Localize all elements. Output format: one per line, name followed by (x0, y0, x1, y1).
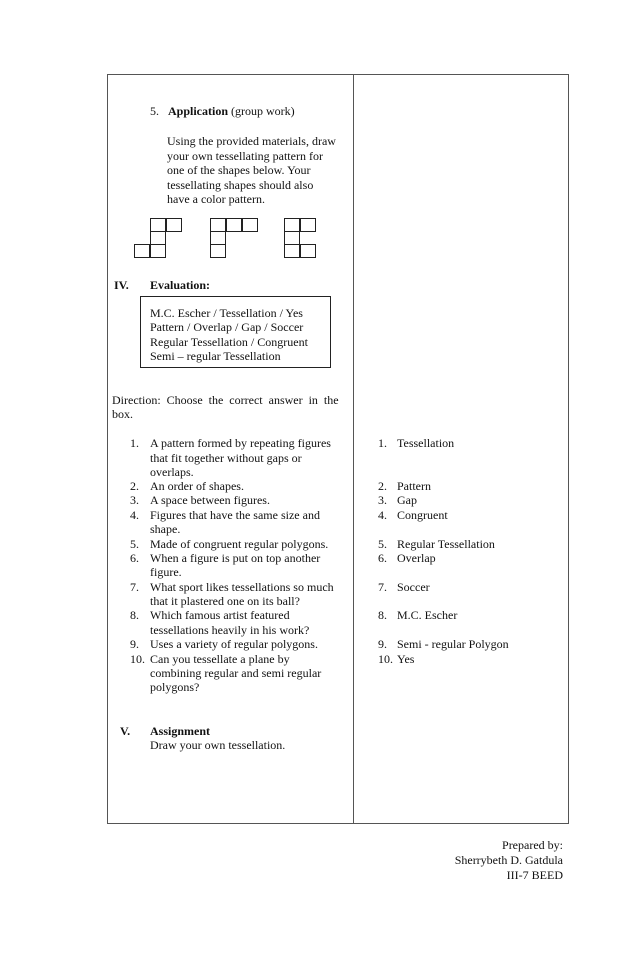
assignment-number: V. (120, 724, 131, 738)
application-line-2: your own tessellating pattern for (167, 149, 323, 163)
shape-2-cell (210, 231, 226, 245)
question-text: that fit together without gaps or (150, 451, 302, 465)
preparer-section: III-7 BEED (506, 868, 563, 882)
question-number: 2. (130, 479, 139, 493)
question-number: 7. (130, 580, 139, 594)
question-text: Made of congruent regular polygons. (150, 537, 329, 551)
question-text: A space between figures. (150, 493, 270, 507)
prepared-by-label: Prepared by: (502, 838, 563, 852)
answer-text: M.C. Escher (397, 608, 458, 622)
application-line-3: one of the shapes below. Your (167, 163, 311, 177)
question-text: An order of shapes. (150, 479, 244, 493)
shape-2-cell (210, 244, 226, 258)
answer-number: 5. (378, 537, 387, 551)
question-text: shape. (150, 522, 181, 536)
evaluation-title: Evaluation: (150, 278, 211, 292)
answer-text: Regular Tessellation (397, 537, 495, 551)
question-text: combining regular and semi regular (150, 666, 322, 680)
question-text: What sport likes tessellations so much (150, 580, 334, 594)
question-text: polygons? (150, 680, 200, 694)
question-text: Figures that have the same size and (150, 508, 320, 522)
choices-line-2: Pattern / Overlap / Gap / Soccer (150, 320, 304, 334)
question-text: figure. (150, 565, 182, 579)
choices-line-1: M.C. Escher / Tessellation / Yes (150, 306, 303, 320)
shape-1-cell (150, 218, 166, 232)
direction-line-1: Direction: Choose the correct answer in the (112, 393, 339, 407)
question-text: Uses a variety of regular polygons. (150, 637, 318, 651)
shape-1-cell (166, 218, 182, 232)
choices-line-4: Semi – regular Tessellation (150, 349, 281, 363)
shape-1-cell (134, 244, 150, 258)
evaluation-number: IV. (114, 278, 129, 292)
question-number: 3. (130, 493, 139, 507)
question-number: 8. (130, 608, 139, 622)
shape-1-cell (150, 231, 166, 245)
application-title: Application (168, 104, 229, 118)
table-divider (353, 74, 354, 824)
answer-text: Yes (397, 652, 415, 666)
answer-text: Gap (397, 493, 417, 507)
question-number: 4. (130, 508, 139, 522)
shape-2-cell (242, 218, 258, 232)
question-number: 9. (130, 637, 139, 651)
question-text: Which famous artist featured (150, 608, 290, 622)
question-text: A pattern formed by repeating figures (150, 436, 331, 450)
answer-text: Tessellation (397, 436, 455, 450)
assignment-text: Draw your own tessellation. (150, 738, 286, 752)
shape-3-cell (300, 218, 316, 232)
preparer-name: Sherrybeth D. Gatdula (454, 853, 563, 867)
application-line-5: have a color pattern. (167, 192, 265, 206)
choices-line-3: Regular Tessellation / Congruent (150, 335, 308, 349)
shape-3-cell (284, 218, 300, 232)
question-text: Can you tessellate a plane by (150, 652, 290, 666)
question-number: 6. (130, 551, 139, 565)
shape-3-cell (300, 244, 316, 258)
application-line-4: tessellating shapes should also (167, 178, 314, 192)
question-text: When a figure is put on top another (150, 551, 321, 565)
application-heading (150, 104, 295, 118)
answer-text: Soccer (397, 580, 430, 594)
direction-line-2: box. (112, 407, 133, 421)
application-number: 5. (150, 104, 159, 118)
answer-text: Pattern (397, 479, 431, 493)
question-number: 10. (130, 652, 145, 666)
answer-number: 10. (378, 652, 393, 666)
shape-1-cell (150, 244, 166, 258)
answer-text: Congruent (397, 508, 448, 522)
assignment-title: Assignment (150, 724, 211, 738)
answer-number: 3. (378, 493, 387, 507)
application-note: (group work) (231, 104, 295, 118)
shape-3-cell (284, 244, 300, 258)
answer-number: 9. (378, 637, 387, 651)
question-number: 5. (130, 537, 139, 551)
answer-number: 6. (378, 551, 387, 565)
question-text: tessellations heavily in his work? (150, 623, 310, 637)
application-line-1: Using the provided materials, draw (167, 134, 336, 148)
shape-3-cell (284, 231, 300, 245)
answer-text: Semi - regular Polygon (397, 637, 509, 651)
question-text: overlaps. (150, 465, 194, 479)
answer-number: 7. (378, 580, 387, 594)
question-text: that it plastered one on its ball? (150, 594, 300, 608)
answer-number: 1. (378, 436, 387, 450)
answer-number: 2. (378, 479, 387, 493)
shape-2-cell (210, 218, 226, 232)
answer-text: Overlap (397, 551, 436, 565)
question-number: 1. (130, 436, 139, 450)
shape-2-cell (226, 218, 242, 232)
answer-number: 8. (378, 608, 387, 622)
answer-number: 4. (378, 508, 387, 522)
